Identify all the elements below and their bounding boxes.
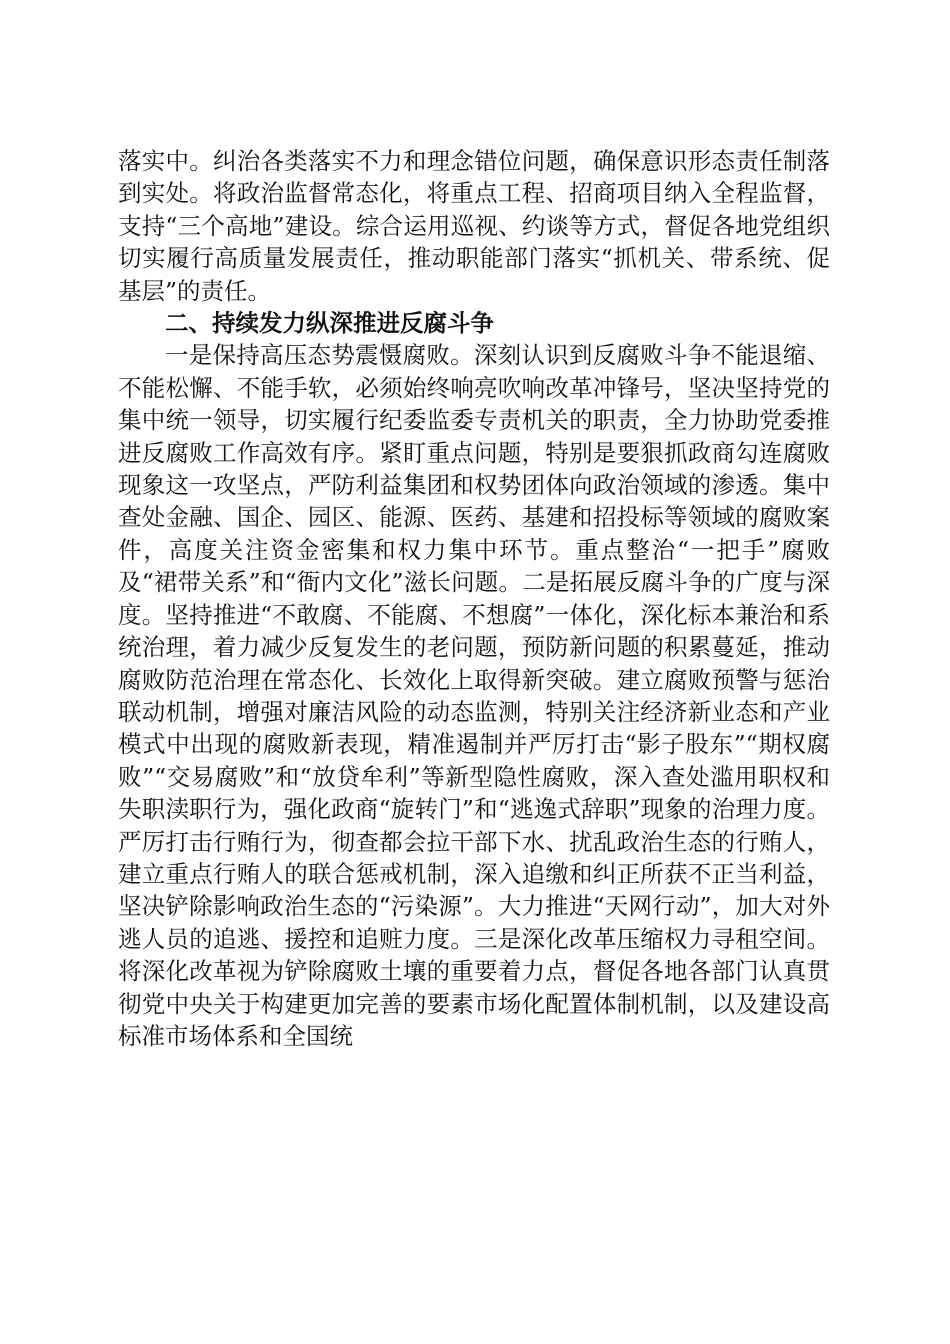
section-heading: 二、持续发力纵深推进反腐斗争 bbox=[165, 309, 494, 338]
document-body bbox=[118, 145, 830, 1052]
continuation-paragraph: 落实中。纠治各类落实不力和理念错位问题，确保意识形态责任制落到实处。将政治监督常态化，将重点工程、招商项目纳入全程监督，支持“三个高地”建设。综合运用巡视、约谈等方式，督促各地党组织切实履行高质量发展责任，推动职能部门落实“抓机关、带系统、促基层”的责任。 bbox=[118, 147, 830, 305]
body-paragraph: 一是保持高压态势震慑腐败。深刻认识到反腐败斗争不能退缩、不能松懈、不能手软，必须始终响亮吹响改革冲锋号，坚决坚持党的集中统一领导，切实履行纪委监委专责机关的职责，全力协助党委推进反腐败工作高效有序。紧盯重点问题，特别是要狠抓政商勾连腐败现象这一攻坚点，严防利益集团和权势团体向政治领域的渗透。集中查处金融、国企、园区、能源、医药、基建和招投标等领域的腐败案件，高度关注资金密集和权力集中环节。重点整治“一把手”腐败及“裙带关系”和“衙内文化”滋长问题。二是拓展反腐斗争的广度与深度。坚持推进“不敢腐、不能腐、不想腐”一体化，深化标本兼治和系统治理，着力减少反复发生的老问题，预防新问题的积累蔓延，推动腐败防范治理在常态化、长效化上取得新突破。建立腐败预警与惩治联动机制，增强对廉洁风险的动态监测，特别关注经济新业态和产业模式中出现的腐败新表现，精准遏制并严厉打击“影子股东”“期权腐败”“交易腐败”和“放贷牟利”等新型隐性腐败，深入查处滥用职权和失职渎职行为，强化政商“旋转门”和“逃逸式辞职”现象的治理力度。严厉打击行贿行为，彻查都会拉干部下水、扰乱政治生态的行贿人，建立重点行贿人的联合惩戒机制，深入追缴和纠正所获不正当利益，坚决铲除影响政治生态的“污染源”。大力推进“天网行动”，加大对外逃人员的追逃、援控和追赃力度。三是深化改革压缩权力寻租空间。将深化改革视为铲除腐败土壤的重要着力点，督促各地各部门认真贯彻党中央关于构建更加完善的要素市场化配置体制机制，以及建设高标准市场体系和全国统 bbox=[118, 341, 830, 1050]
